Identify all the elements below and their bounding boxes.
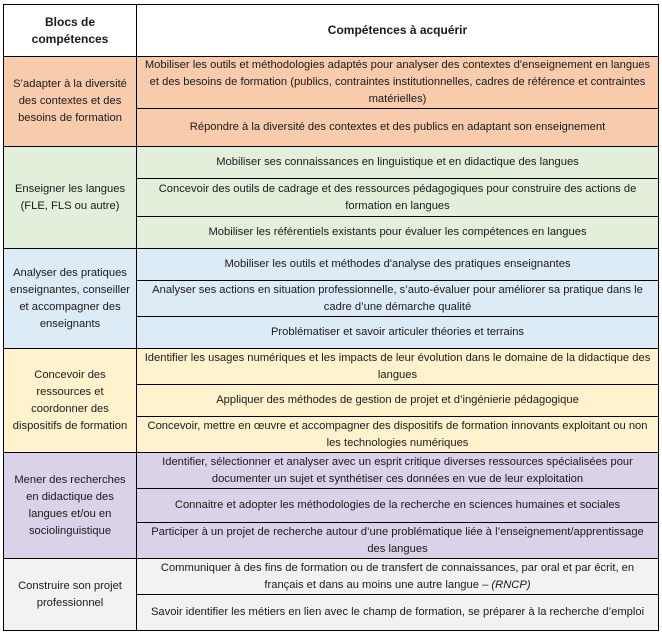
table-row [4,147,659,179]
competence-cell: Répondre à la diversité des contextes et des publics en adaptant son enseignement [137,109,659,147]
header-blocs: Blocs de compétences [4,5,137,57]
competence-cell: Identifier les usages numériques et les impacts de leur évolution dans le domaine de la didactique des langues [137,349,659,385]
competence-cell: Concevoir, mettre en œuvre et accompagner des dispositifs de formation innovants exploitant ou non les technologies numériques [137,417,659,453]
table-header-row [4,5,659,57]
block-title: Construire son projet professionnel [4,559,137,631]
block-title: Mener des recherches en didactique des langues et/ou en sociolinguistique [4,453,137,559]
competence-cell: Appliquer des méthodes de gestion de projet et d’ingénierie pédagogique [137,385,659,417]
table-row [4,349,659,385]
competence-text: Communiquer à des fins de formation ou de transfert de connaissances, par oral et par écrit, en français et dans au moins une autre langue – [160,561,635,591]
table-row [4,453,659,489]
competence-cell: Problématiser et savoir articuler théories et terrains [137,317,659,349]
competences-table [3,4,659,631]
table-row [4,249,659,281]
competence-cell: Mobiliser les référentiels existants pour évaluer les compétences en langues [137,217,659,249]
block-title: S’adapter à la diversité des contextes et des besoins de formation [4,57,137,147]
competence-cell: Connaitre et adopter les méthodologies de la recherche en sciences humaines et sociales [137,489,659,523]
competence-cell: Mobiliser ses connaissances en linguistique et en didactique des langues [137,147,659,179]
table-row [4,559,659,595]
block-title: Enseigner les langues (FLE, FLS ou autre) [4,147,137,249]
block-title: Analyser des pratiques enseignantes, conseiller et accompagner des enseignants [4,249,137,349]
competence-cell: Concevoir des outils de cadrage et des ressources pédagogiques pour construire des actions de formation en langues [137,179,659,217]
competence-cell: Identifier, sélectionner et analyser avec un esprit critique diverses ressources spécialisées pour documenter un sujet et synthétiser ces données en vue de leur exploitation [137,453,659,489]
competence-cell: Mobiliser les outils et méthodologies adaptés pour analyser des contextes d'enseignement en langues et des besoins de formation (publics, contraintes institutionnelles, cadres de référence et contraintes matérielles) [137,57,659,109]
competence-cell [137,559,659,595]
competence-cell: Analyser ses actions en situation professionnelle, s’auto-évaluer pour améliorer sa pratique dans le cadre d’une démarche qualité [137,281,659,317]
rncp-note: (RNCP) [491,578,531,591]
header-competences: Compétences à acquérir [137,5,659,57]
competence-cell: Mobiliser les outils et méthodes d'analyse des pratiques enseignantes [137,249,659,281]
block-title: Concevoir des ressources et coordonner des dispositifs de formation [4,349,137,453]
competence-cell: Participer à un projet de recherche autour d’une problématique liée à l’enseignement/apprentissage des langues [137,523,659,559]
competence-cell: Savoir identifier les métiers en lien avec le champ de formation, se préparer à la recherche d’emploi [137,595,659,631]
table-row [4,57,659,109]
